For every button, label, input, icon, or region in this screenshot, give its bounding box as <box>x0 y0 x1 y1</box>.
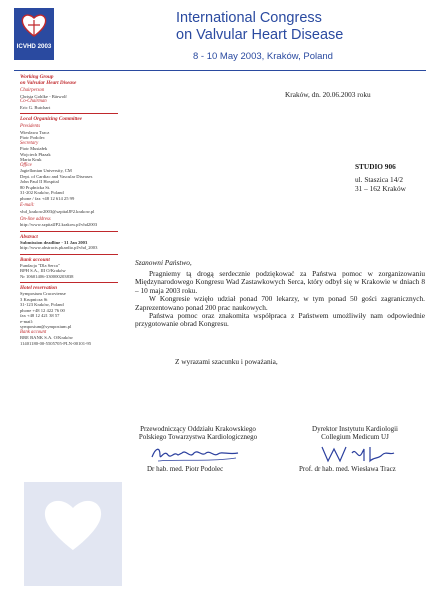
abstract-label: Abstract <box>20 233 38 240</box>
header-divider <box>14 70 426 71</box>
recipient-address <box>355 162 406 193</box>
chairperson-name: Christa Gohlke - Bärwolf <box>20 93 67 99</box>
hotel-bank-label: Bank account <box>20 329 47 335</box>
online-address: http://www.szpitalJP2.krakow.pl/vhd2003 <box>20 222 98 228</box>
hotel-line: fax +48 12 421 38 57 <box>20 313 60 319</box>
email-label: E-mail: <box>20 203 35 209</box>
abstract-deadline: Submission deadline - 31 Jan 2003 <box>20 239 88 245</box>
hotel-line: Symposium Cracoviense <box>20 291 66 297</box>
left-signatory-name: Dr hab. med. Piotr Podolec <box>147 465 224 473</box>
secretary-name: Maria Kruk <box>20 157 42 163</box>
recipient-city: 31 – 162 Kraków <box>355 184 406 193</box>
office-line: Dept. of Cardiac and Vascular Diseases <box>20 173 93 179</box>
letter-paragraph: Państwa pomoc oraz znakomita współpraca z Państwem umożliwiły nam odpowiednie przygotowanie obrad Kongresu. <box>135 311 425 329</box>
svg-text:ICVHD 2003: ICVHD 2003 <box>16 43 52 50</box>
hotel-line: 31-123 Kraków, Poland <box>20 302 64 308</box>
hotel-bank-line: BRE BANK S.A. O/Kraków <box>20 335 73 341</box>
recipient-name: STUDIO 906 <box>355 162 396 171</box>
secretary-name: Wojciech Płazak <box>20 151 51 157</box>
cochair-name: Eric G. Butchart <box>20 104 51 110</box>
office-line: John Paul II Hospital <box>20 179 59 185</box>
hotel-line: 3 Krupnicza St <box>20 296 48 302</box>
hotel-line: phone +48 12 422 76 00 <box>20 307 65 313</box>
bank-label: Bank account <box>20 256 50 263</box>
bank-line: Fundacja "Dla Serca" <box>20 262 60 268</box>
hotel-line: e-mail: <box>20 318 34 324</box>
congress-title <box>176 10 426 44</box>
letter-paragraph: W Kongresie wzięło udział ponad 700 lekarzy, w tym ponad 50 gości zagranicznych. Zaprezentowano ponad 200 prac naukowych. <box>135 294 425 312</box>
office-phone: phone / fax +48 12 614 25 99 <box>20 195 75 201</box>
salutation: Szanowni Państwo, <box>135 258 192 267</box>
sidebar <box>20 74 118 346</box>
hotel-label: Hotel reservation <box>20 285 58 292</box>
chairperson-label: Chairperson <box>20 88 45 93</box>
secretary-label: Secretary <box>20 140 39 146</box>
online-label: On-line address <box>20 216 51 222</box>
president-name: Piotr Podolec <box>20 135 45 141</box>
left-signatory-title <box>120 425 276 442</box>
cochair-label: Co-Chairman <box>20 99 47 105</box>
right-title-line-2: Collegium Medicum UJ <box>321 433 389 442</box>
sidebar-divider <box>20 254 118 255</box>
sidebar-divider <box>20 282 118 283</box>
wg-heading-2: on Valvular Heart Disease <box>20 80 77 86</box>
office-line: 80 Prądnicka St. <box>20 184 51 190</box>
closing-line: Z wyrazami szacunku i poważania, <box>175 357 278 366</box>
wg-heading-1: Working Group <box>20 74 54 80</box>
abstract-url: http://www.abstracts.pkardio.pl/vhd_2003 <box>20 245 98 251</box>
bank-line: Nr 10601406-330000203838 <box>20 273 74 279</box>
letter-paragraph: Pragniemy tą drogą serdecznie podziękować za Państwa pomoc w zorganizowaniu Międzynarodowego Kongresu Wad Zastawkowych Serca, który odbył się w Krakowie w dniach 8 – 10 maja 2003 roku. <box>135 269 425 295</box>
sidebar-divider <box>20 231 118 232</box>
right-handwritten-signature <box>318 443 398 465</box>
recipient-street: ul. Staszica 14/2 <box>355 175 404 184</box>
office-line: Jagiellonian University, CM <box>20 168 72 174</box>
right-signatory-title <box>285 425 425 442</box>
letter-body <box>135 270 425 329</box>
hotel-line: symposium@symposium.pl <box>20 324 72 330</box>
congress-date: 8 - 10 May 2003, Kraków, Poland <box>193 51 333 62</box>
presidents-label: Presidents <box>20 124 41 130</box>
watermark-emblem <box>18 478 128 590</box>
bank-line: BPH S.A., III O/Kraków <box>20 268 66 274</box>
secretary-name: Piotr Musiałek <box>20 146 48 152</box>
president-name: Wiesława Tracz <box>20 129 50 135</box>
office-label: Office <box>20 162 32 168</box>
letter-date: Kraków, dn. 20.06.2003 roku <box>285 90 371 99</box>
left-handwritten-signature <box>148 443 243 465</box>
sidebar-divider <box>20 113 118 114</box>
right-signatory-name: Prof. dr hab. med. Wiesława Tracz <box>299 465 396 473</box>
left-title-line-2: Polskiego Towarzystwa Kardiologicznego <box>138 433 258 442</box>
office-line: 31-202 Kraków, Poland <box>20 190 64 196</box>
left-title-line-1: Przewodniczący Oddziału Krakowskiego <box>140 425 256 433</box>
loc-heading: Local Organizing Committee <box>20 116 82 123</box>
congress-logo <box>14 8 54 60</box>
right-title-line-1: Dyrektor Instytutu Kardiologii <box>312 425 398 433</box>
hotel-bank-line: 11401180-00-5505705-PLN-00101-95 <box>20 340 92 346</box>
title-line-1: International Congress <box>176 10 322 26</box>
title-line-2: on Valvular Heart Disease <box>176 27 344 43</box>
email-address: vhd_krakow2003@szpitalJP2.krakow.pl <box>20 209 95 215</box>
